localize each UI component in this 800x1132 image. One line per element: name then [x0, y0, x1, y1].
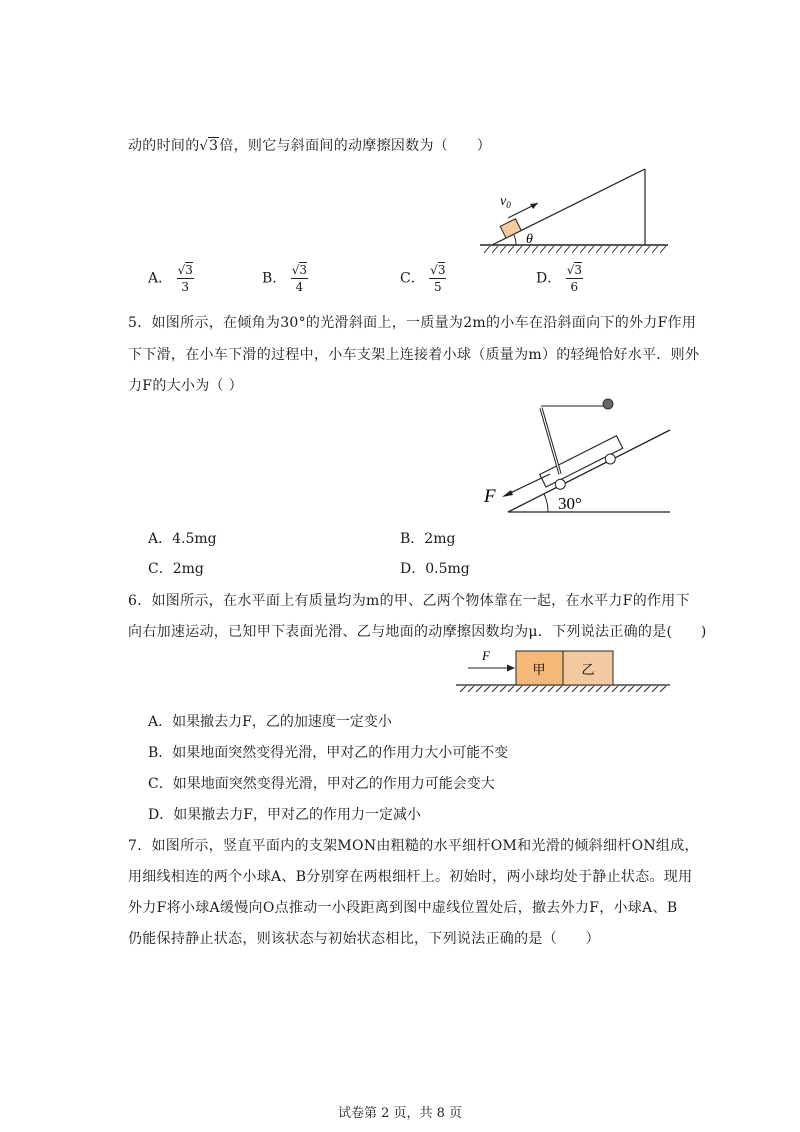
q5-option-c[interactable]: C．2mg — [148, 561, 204, 577]
velocity-label: $v_0$ — [500, 194, 511, 210]
q6-option-a[interactable]: A．如果撤去力F，乙的加速度一定变小 — [148, 714, 392, 730]
page-footer: 试卷第 2 页，共 8 页 — [337, 1106, 463, 1121]
option-letter: D． — [536, 270, 562, 287]
q7-line4: 仍能保持静止状态，则该状态与初始状态相比，下列说法正确的是（ ） — [128, 931, 600, 947]
force-label: F — [484, 486, 496, 507]
force-label: F — [482, 648, 490, 663]
ground-hatching — [484, 246, 666, 253]
fraction: $\frac{√3}{6}$ — [566, 263, 582, 294]
ball — [603, 399, 613, 409]
q6-option-b[interactable]: B．如果地面突然变得光滑，甲对乙的作用力大小可能不变 — [148, 745, 509, 761]
q7-line3: 外力F将小球A缓慢向O点推动一小段距离到图中虚线位置处后，撤去外力F，小球A、B — [128, 900, 678, 916]
option-letter: C． — [400, 270, 425, 287]
q5-line1: 5．如图所示，在倾角为30°的光滑斜面上，一质量为2m的小车在沿斜面向下的外力F作用 — [128, 315, 697, 331]
force-arrowhead — [502, 490, 513, 497]
fraction: $\frac{√3}{5}$ — [430, 263, 446, 294]
fraction: $\frac{√3}{4}$ — [291, 263, 308, 294]
q7-line2: 用细线相连的两个小球A、B分别穿在两根细杆上。初始时，两小球均处于静止状态。现用 — [128, 869, 693, 885]
force-arrowhead — [507, 665, 515, 672]
q5-option-a[interactable]: A．4.5mg — [148, 531, 217, 547]
q4-line1 — [128, 135, 491, 155]
ground-hatching — [460, 686, 666, 692]
q4-text-pre: 动的时间的 — [128, 138, 200, 154]
q4-incline-figure — [478, 165, 678, 261]
q4-sqrt-arg: 3 — [209, 138, 219, 154]
q7-line1: 7．如图所示，竖直平面内的支架MON由粗糙的水平细杆OM和光滑的倾斜细杆ON组成， — [128, 838, 699, 854]
q5-line2: 下下滑，在小车下滑的过程中，小车支架上连接着小球（质量为m）的轻绳恰好水平．则外 — [128, 347, 700, 363]
q5-cart-figure — [478, 392, 678, 520]
q6-option-c[interactable]: C．如果地面突然变得光滑，甲对乙的作用力可能会变大 — [148, 776, 495, 792]
q6-line1: 6．如图所示，在水平面上有质量均为m的甲、乙两个物体靠在一起，在水平力F的作用下 — [128, 593, 690, 609]
angle-theta-label: θ — [526, 232, 533, 247]
q4-option-d[interactable] — [536, 264, 583, 293]
incline-surface — [508, 430, 670, 512]
q6-option-d[interactable]: D．如果撤去力F，甲对乙的作用力一定减小 — [148, 807, 421, 823]
sqrt-symbol: √ — [199, 139, 209, 154]
q6-line2: 向右加速运动，已知甲下表面光滑、乙与地面的动摩擦因数均为μ．下列说法正确的是( ) — [128, 624, 707, 640]
velocity-arrowhead — [530, 203, 538, 209]
q4-text-post: 倍，则它与斜面间的动摩擦因数为（ ） — [219, 138, 492, 154]
angle-label: 30° — [558, 494, 582, 513]
q4-option-b[interactable] — [262, 264, 308, 293]
block-jia-label: 甲 — [532, 662, 546, 677]
angle-arc — [514, 235, 516, 245]
q5-option-b[interactable]: B．2mg — [400, 531, 456, 547]
q5-line3: 力F的大小为（ ） — [128, 378, 243, 394]
option-letter: A． — [148, 270, 173, 287]
q4-option-c[interactable] — [400, 264, 446, 293]
q6-blocks-figure — [452, 645, 674, 695]
q4-option-a[interactable] — [148, 264, 194, 293]
block-yi-label: 乙 — [581, 662, 595, 677]
angle-arc — [544, 494, 548, 512]
option-letter: B． — [262, 270, 287, 287]
q4-block — [500, 219, 521, 238]
fraction: $\frac{√3}{3}$ — [177, 263, 193, 294]
q5-option-d[interactable]: D．0.5mg — [400, 561, 470, 577]
